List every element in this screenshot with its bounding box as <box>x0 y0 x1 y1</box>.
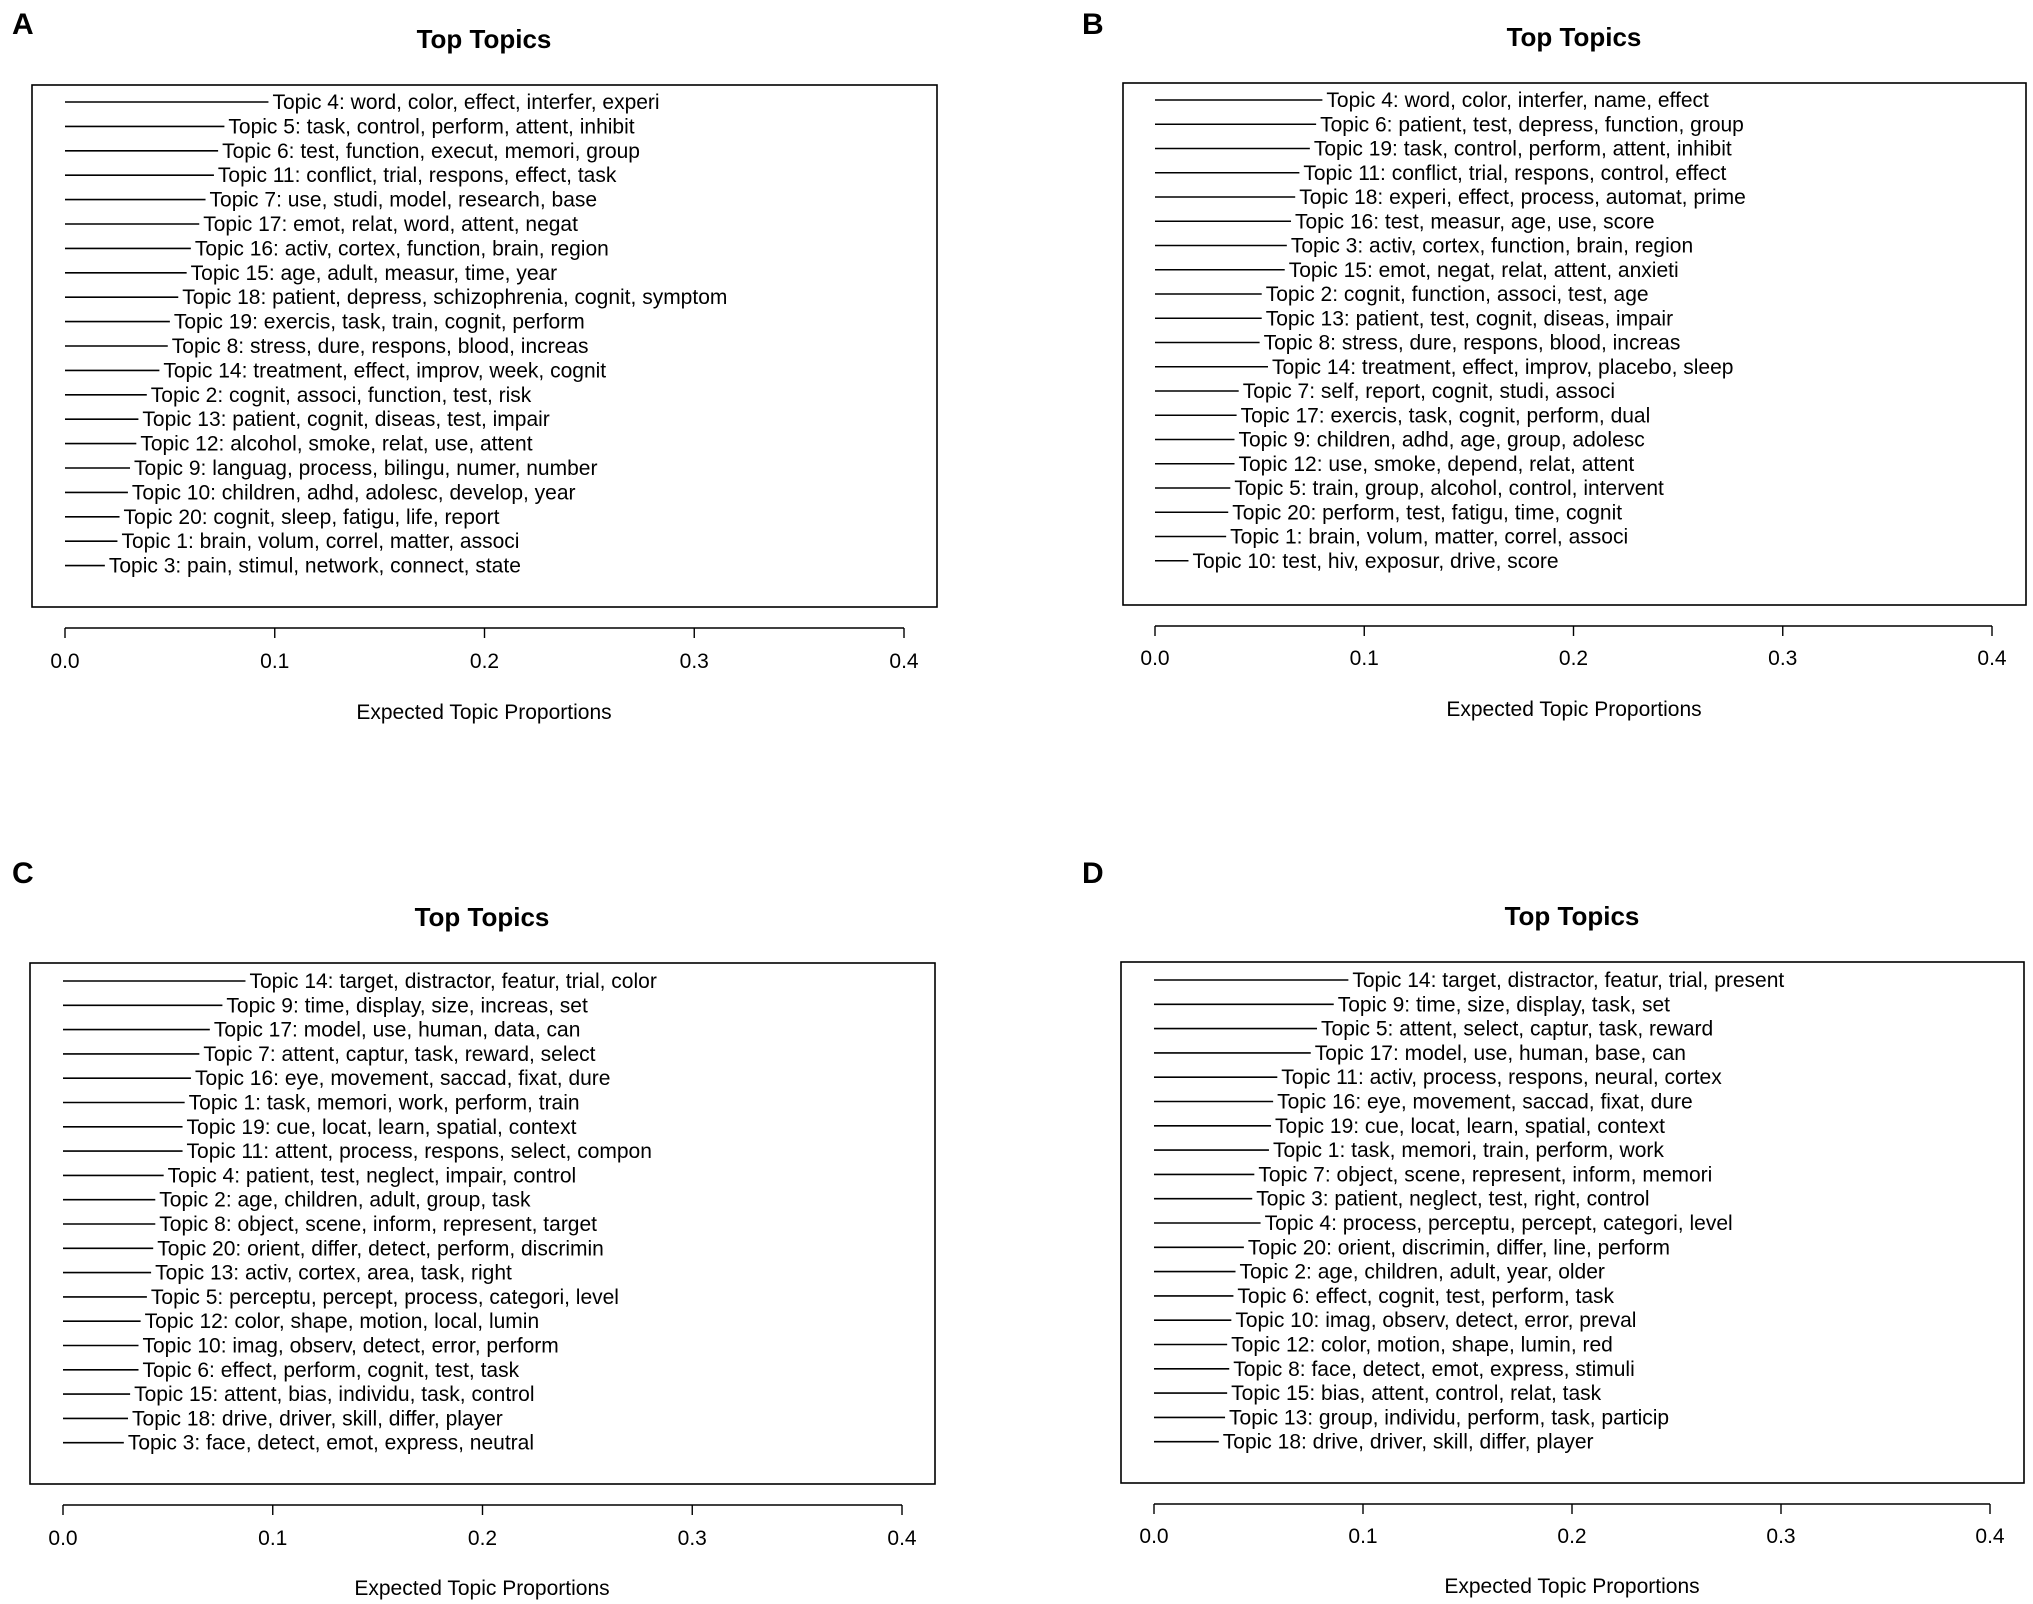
bar-label-d-12: Topic 20: orient, discrimin, differ, line, perform <box>1247 1236 1670 1260</box>
x-axis-label-d: Expected Topic Proportions <box>1444 1575 1700 1598</box>
bar-label-d-18: Topic 15: bias, attent, control, relat, task <box>1231 1382 1602 1406</box>
x-tick-label-b-1: 0.1 <box>1349 647 1379 670</box>
x-axis-label-c: Expected Topic Proportions <box>354 1577 610 1600</box>
x-tick-label-d-1: 0.1 <box>1348 1525 1378 1548</box>
bar-label-c-12: Topic 20: orient, differ, detect, perform, discrimin <box>157 1237 604 1261</box>
bar-label-b-3: Topic 19: task, control, perform, attent, inhibit <box>1313 137 1732 161</box>
bar-label-d-2: Topic 9: time, size, display, task, set <box>1337 993 1670 1017</box>
panel-letter-c: C <box>12 857 34 890</box>
x-tick-label-a-0: 0.0 <box>50 650 80 673</box>
bar-label-a-15: Topic 12: alcohol, smoke, relat, use, attent <box>140 432 533 456</box>
bar-label-a-3: Topic 6: test, function, execut, memori, group <box>222 139 640 163</box>
bar-label-a-2: Topic 5: task, control, perform, attent, inhibit <box>228 115 635 139</box>
chart-title-b: Top Topics <box>1506 22 1642 52</box>
bar-label-d-16: Topic 12: color, motion, shape, lumin, red <box>1231 1333 1613 1357</box>
chart-title-a: Top Topics <box>416 24 552 54</box>
bar-label-b-13: Topic 7: self, report, cognit, studi, associ <box>1242 380 1616 403</box>
chart-title-d: Top Topics <box>1504 901 1640 931</box>
bar-label-a-16: Topic 9: languag, process, bilingu, numer, number <box>134 457 598 480</box>
bar-label-b-4: Topic 11: conflict, trial, respons, control, effect <box>1303 161 1727 185</box>
bar-label-c-14: Topic 5: perceptu, percept, process, categori, level <box>150 1285 619 1309</box>
x-tick-label-a-1: 0.1 <box>260 650 290 673</box>
bar-label-d-4: Topic 17: model, use, human, base, can <box>1314 1041 1686 1065</box>
bar-label-a-19: Topic 1: brain, volum, correl, matter, associ <box>121 530 520 554</box>
bar-label-c-6: Topic 1: task, memori, work, perform, train <box>188 1091 580 1115</box>
panel-letter-d: D <box>1082 857 1104 890</box>
bar-label-c-13: Topic 13: activ, cortex, area, task, right <box>155 1261 512 1285</box>
x-tick-label-b-4: 0.4 <box>1977 647 2007 670</box>
bar-label-a-14: Topic 13: patient, cognit, diseas, test, impair <box>142 408 550 432</box>
bar-label-a-12: Topic 14: treatment, effect, improv, week, cognit <box>163 359 607 383</box>
bar-label-c-9: Topic 4: patient, test, neglect, impair, control <box>167 1164 577 1188</box>
bar-label-a-7: Topic 16: activ, cortex, function, brain, region <box>194 237 609 261</box>
x-tick-label-c-1: 0.1 <box>258 1527 288 1550</box>
bar-label-c-18: Topic 15: attent, bias, individu, task, control <box>134 1383 535 1407</box>
bar-label-b-12: Topic 14: treatment, effect, improv, placebo, sleep <box>1271 355 1734 379</box>
bar-label-a-5: Topic 7: use, studi, model, research, base <box>209 188 598 212</box>
bar-label-d-10: Topic 3: patient, neglect, test, right, control <box>1256 1187 1650 1211</box>
x-tick-label-a-4: 0.4 <box>889 650 919 673</box>
bar-label-a-17: Topic 10: children, adhd, adolesc, develop, year <box>131 481 576 505</box>
bar-label-d-14: Topic 6: effect, cognit, test, perform, task <box>1237 1284 1615 1308</box>
bar-label-d-5: Topic 11: activ, process, respons, neural, cortex <box>1281 1066 1722 1090</box>
bar-label-c-20: Topic 3: face, detect, emot, express, neutral <box>127 1431 535 1455</box>
bar-label-d-20: Topic 18: drive, driver, skill, differ, player <box>1222 1430 1594 1454</box>
x-tick-label-c-3: 0.3 <box>677 1527 707 1550</box>
bar-label-c-10: Topic 2: age, children, adult, group, task <box>159 1188 531 1212</box>
bar-label-c-8: Topic 11: attent, process, respons, select, compon <box>186 1140 652 1164</box>
bar-label-b-8: Topic 15: emot, negat, relat, attent, anxieti <box>1288 258 1679 282</box>
x-tick-label-d-4: 0.4 <box>1975 1525 2005 1548</box>
bar-label-c-5: Topic 16: eye, movement, saccad, fixat, dure <box>194 1067 611 1091</box>
bar-label-d-11: Topic 4: process, perceptu, percept, categori, level <box>1264 1212 1733 1235</box>
bar-label-c-1: Topic 14: target, distractor, featur, trial, color <box>249 970 657 993</box>
bar-label-d-15: Topic 10: imag, observ, detect, error, preval <box>1235 1309 1637 1333</box>
bar-label-c-19: Topic 18: drive, driver, skill, differ, player <box>132 1407 503 1431</box>
bar-label-a-9: Topic 18: patient, depress, schizophrenia, cognit, symptom <box>182 286 728 310</box>
bar-label-d-6: Topic 16: eye, movement, saccad, fixat, dure <box>1277 1090 1693 1114</box>
bar-label-c-2: Topic 9: time, display, size, increas, set <box>226 994 588 1018</box>
bar-label-a-4: Topic 11: conflict, trial, respons, effect, task <box>217 164 617 188</box>
bar-label-a-10: Topic 19: exercis, task, train, cognit, perform <box>173 310 585 334</box>
bar-label-b-14: Topic 17: exercis, task, cognit, perform, dual <box>1240 404 1651 428</box>
bar-label-a-20: Topic 3: pain, stimul, network, connect, state <box>108 554 521 578</box>
bar-label-b-17: Topic 5: train, group, alcohol, control, intervent <box>1234 477 1664 500</box>
bar-label-d-7: Topic 19: cue, locat, learn, spatial, context <box>1275 1114 1665 1138</box>
bar-label-b-19: Topic 1: brain, volum, matter, correl, associ <box>1230 525 1629 549</box>
bar-label-c-11: Topic 8: object, scene, inform, represent, target <box>159 1213 598 1236</box>
panel-letter-b: B <box>1082 8 1104 41</box>
bar-label-b-1: Topic 4: word, color, interfer, name, effect <box>1326 89 1709 112</box>
x-tick-label-c-0: 0.0 <box>48 1527 78 1550</box>
panel-letter-a: A <box>12 8 34 41</box>
x-tick-label-b-3: 0.3 <box>1768 647 1798 670</box>
x-tick-label-a-3: 0.3 <box>679 650 709 673</box>
x-axis-label-a: Expected Topic Proportions <box>356 701 612 724</box>
x-tick-label-a-2: 0.2 <box>469 650 500 673</box>
bar-label-d-3: Topic 5: attent, select, captur, task, reward <box>1321 1017 1714 1041</box>
x-tick-label-b-0: 0.0 <box>1140 647 1170 670</box>
bar-label-c-7: Topic 19: cue, locat, learn, spatial, context <box>186 1115 577 1139</box>
bar-label-b-15: Topic 9: children, adhd, age, group, adolesc <box>1238 428 1645 452</box>
x-tick-label-d-2: 0.2 <box>1557 1525 1587 1548</box>
bar-label-b-11: Topic 8: stress, dure, respons, blood, increas <box>1263 331 1681 355</box>
bar-label-d-19: Topic 13: group, individu, perform, task, particip <box>1229 1406 1670 1430</box>
bar-label-c-4: Topic 7: attent, captur, task, reward, select <box>203 1042 596 1066</box>
bar-label-a-8: Topic 15: age, adult, measur, time, year <box>190 261 558 285</box>
bar-label-d-13: Topic 2: age, children, adult, year, older <box>1239 1260 1605 1284</box>
bar-label-c-16: Topic 10: imag, observ, detect, error, perform <box>142 1334 559 1358</box>
bar-label-b-2: Topic 6: patient, test, depress, function, group <box>1320 113 1744 137</box>
bar-label-d-17: Topic 8: face, detect, emot, express, stimuli <box>1233 1357 1635 1381</box>
bar-label-b-9: Topic 2: cognit, function, associ, test, age <box>1265 283 1649 306</box>
bar-label-d-9: Topic 7: object, scene, represent, inform, memori <box>1258 1163 1713 1187</box>
bar-label-d-1: Topic 14: target, distractor, featur, trial, present <box>1352 969 1785 992</box>
bar-label-b-10: Topic 13: patient, test, cognit, diseas, impair <box>1265 307 1674 331</box>
bar-label-b-5: Topic 18: experi, effect, process, automat, prime <box>1299 186 1746 209</box>
bar-label-b-6: Topic 16: test, measur, age, use, score <box>1295 210 1655 234</box>
bar-label-a-11: Topic 8: stress, dure, respons, blood, increas <box>171 335 589 358</box>
bar-label-c-15: Topic 12: color, shape, motion, local, lumin <box>144 1310 540 1334</box>
bar-label-a-13: Topic 2: cognit, associ, function, test, risk <box>150 383 532 407</box>
bar-label-a-1: Topic 4: word, color, effect, interfer, experi <box>272 91 660 114</box>
bar-label-b-20: Topic 10: test, hiv, exposur, drive, score <box>1192 549 1559 573</box>
bar-label-c-3: Topic 17: model, use, human, data, can <box>213 1018 581 1042</box>
bar-label-b-16: Topic 12: use, smoke, depend, relat, attent <box>1238 452 1635 476</box>
x-tick-label-d-0: 0.0 <box>1139 1525 1169 1548</box>
chart-title-c: Top Topics <box>414 902 550 932</box>
bar-label-b-7: Topic 3: activ, cortex, function, brain, region <box>1290 234 1694 258</box>
bar-label-b-18: Topic 20: perform, test, fatigu, time, cognit <box>1232 501 1623 525</box>
bar-label-a-6: Topic 17: emot, relat, word, attent, negat <box>203 213 578 236</box>
x-tick-label-d-3: 0.3 <box>1766 1525 1796 1548</box>
x-tick-label-c-4: 0.4 <box>887 1527 917 1550</box>
x-tick-label-b-2: 0.2 <box>1558 647 1589 670</box>
bar-label-d-8: Topic 1: task, memori, train, perform, work <box>1272 1139 1664 1163</box>
x-tick-label-c-2: 0.2 <box>467 1527 498 1550</box>
bar-label-a-18: Topic 20: cognit, sleep, fatigu, life, report <box>123 505 500 529</box>
bar-label-c-17: Topic 6: effect, perform, cognit, test, task <box>142 1358 520 1382</box>
x-axis-label-b: Expected Topic Proportions <box>1446 698 1702 721</box>
